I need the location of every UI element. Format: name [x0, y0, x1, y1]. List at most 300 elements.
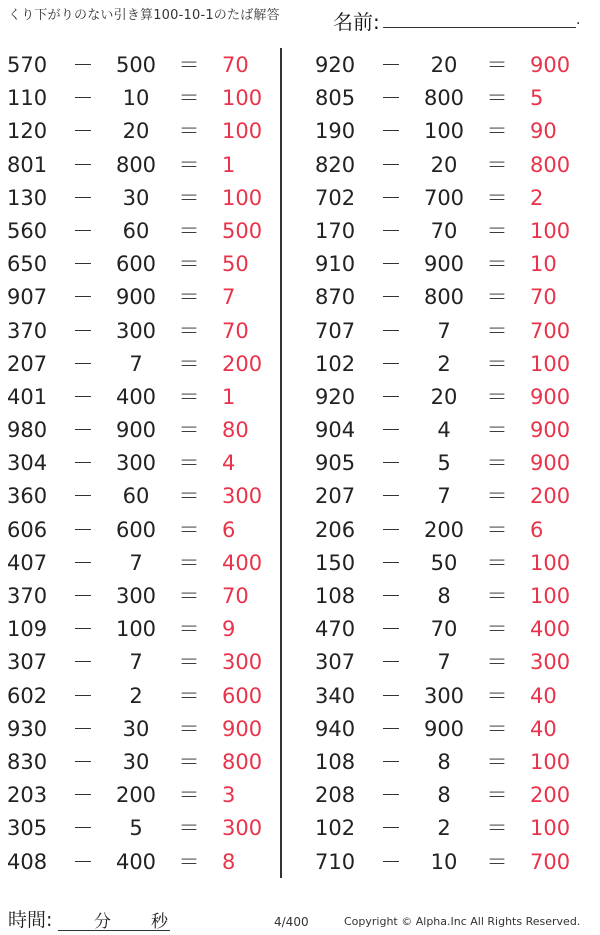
subtrahend: 400 — [115, 849, 157, 874]
answer: 70 — [222, 53, 249, 77]
answer: 300 — [222, 650, 263, 675]
minuend: 120 — [7, 119, 48, 144]
equals-sign: ＝ — [486, 418, 508, 443]
minus-sign: － — [72, 749, 94, 774]
equals-sign: ＝ — [178, 550, 200, 575]
equals-sign: ＝ — [178, 816, 200, 841]
minus-sign: － — [380, 351, 402, 376]
answer: 7 — [222, 285, 236, 310]
answer: 800 — [530, 152, 571, 177]
problem-row — [308, 514, 588, 547]
copyright-text: Copyright © Alpha.Inc All Rights Reserved. — [344, 915, 581, 928]
problem-row — [0, 348, 280, 381]
problem-row — [0, 846, 280, 879]
subtrahend: 4 — [437, 418, 451, 443]
problem-row — [0, 547, 280, 580]
answer: 900 — [530, 451, 571, 476]
minus-sign: － — [72, 849, 94, 874]
problem-row — [0, 248, 280, 281]
minuend: 102 — [315, 351, 356, 376]
minus-sign: － — [72, 53, 94, 77]
minus-sign: － — [380, 550, 402, 575]
answer: 900 — [530, 53, 571, 77]
equals-sign: ＝ — [178, 152, 200, 177]
equals-sign: ＝ — [486, 285, 508, 310]
equals-sign: ＝ — [486, 318, 508, 343]
problem-row — [0, 779, 280, 812]
minuend: 109 — [7, 617, 48, 642]
minuend: 307 — [315, 650, 356, 675]
subtrahend: 10 — [122, 86, 150, 111]
answer: 500 — [222, 218, 263, 243]
minus-sign: － — [380, 783, 402, 808]
minuend: 206 — [315, 517, 356, 542]
minus-sign: － — [72, 318, 94, 343]
answer: 100 — [222, 119, 263, 144]
answer: 5 — [530, 86, 544, 111]
problem-row — [0, 514, 280, 547]
minuend: 304 — [7, 451, 48, 476]
subtrahend: 20 — [430, 384, 458, 409]
answer: 100 — [530, 749, 571, 774]
equals-sign: ＝ — [486, 86, 508, 111]
answer: 900 — [530, 418, 571, 443]
minuend: 407 — [7, 550, 48, 575]
equals-sign: ＝ — [178, 119, 200, 144]
minuend: 170 — [315, 218, 356, 243]
answer: 80 — [222, 418, 249, 443]
minuend: 910 — [315, 252, 356, 277]
minus-sign: － — [72, 484, 94, 509]
answer: 800 — [222, 749, 263, 774]
subtrahend: 700 — [423, 185, 465, 210]
subtrahend: 60 — [122, 484, 150, 509]
minus-sign: － — [380, 252, 402, 277]
minuend: 707 — [315, 318, 356, 343]
minuend: 408 — [7, 849, 48, 874]
equals-sign: ＝ — [486, 185, 508, 210]
problem-row — [0, 82, 280, 115]
problem-row — [308, 713, 588, 746]
answer: 300 — [530, 650, 571, 675]
equals-sign: ＝ — [486, 484, 508, 509]
subtrahend: 7 — [129, 550, 143, 575]
minuend: 801 — [7, 152, 48, 177]
seconds-label: 秒 — [151, 912, 168, 932]
minus-sign: － — [72, 252, 94, 277]
answer: 200 — [530, 484, 571, 509]
problem-row — [308, 646, 588, 679]
problem-row — [0, 746, 280, 779]
equals-sign: ＝ — [486, 550, 508, 575]
minus-sign: － — [72, 584, 94, 608]
equals-sign: ＝ — [486, 749, 508, 774]
answer: 70 — [222, 584, 249, 608]
minuend: 930 — [7, 716, 48, 741]
minuend: 108 — [315, 584, 356, 608]
problem-row — [308, 447, 588, 480]
equals-sign: ＝ — [486, 384, 508, 409]
subtrahend: 900 — [115, 285, 157, 310]
equals-sign: ＝ — [178, 318, 200, 343]
minuend: 980 — [7, 418, 48, 443]
subtrahend: 900 — [115, 418, 157, 443]
minus-sign: － — [380, 185, 402, 210]
minuend: 102 — [315, 816, 356, 841]
subtrahend: 200 — [423, 517, 465, 542]
minuend: 606 — [7, 517, 48, 542]
minuend: 150 — [315, 550, 356, 575]
subtrahend: 2 — [129, 683, 143, 708]
minus-sign: － — [72, 550, 94, 575]
equals-sign: ＝ — [178, 185, 200, 210]
equals-sign: ＝ — [486, 53, 508, 77]
subtrahend: 900 — [423, 252, 465, 277]
answer: 40 — [530, 683, 557, 708]
minuend: 805 — [315, 86, 356, 111]
problem-row — [308, 779, 588, 812]
problem-row — [0, 580, 280, 613]
problem-row — [0, 49, 280, 82]
subtrahend: 300 — [115, 451, 157, 476]
problem-row — [308, 115, 588, 148]
subtrahend: 20 — [430, 152, 458, 177]
equals-sign: ＝ — [486, 252, 508, 277]
problem-row — [0, 315, 280, 348]
minus-sign: － — [72, 384, 94, 409]
subtrahend: 70 — [430, 617, 458, 642]
answer: 100 — [530, 218, 571, 243]
answer: 2 — [530, 185, 544, 210]
subtrahend: 800 — [423, 86, 465, 111]
minus-sign: － — [72, 218, 94, 243]
minus-sign: － — [380, 218, 402, 243]
problem-row — [308, 846, 588, 879]
problem-row — [308, 348, 588, 381]
subtrahend: 10 — [430, 849, 458, 874]
answer: 50 — [222, 252, 249, 277]
subtrahend: 800 — [115, 152, 157, 177]
minuend: 570 — [7, 53, 48, 77]
answer: 900 — [530, 384, 571, 409]
equals-sign: ＝ — [178, 484, 200, 509]
minus-sign: － — [380, 119, 402, 144]
answer: 4 — [222, 451, 236, 476]
right-problem-column — [308, 49, 588, 879]
subtrahend: 5 — [437, 451, 451, 476]
subtrahend: 300 — [423, 683, 465, 708]
problem-row — [308, 248, 588, 281]
subtrahend: 8 — [437, 584, 451, 608]
problem-row — [0, 447, 280, 480]
subtrahend: 2 — [437, 816, 451, 841]
equals-sign: ＝ — [486, 650, 508, 675]
problem-row — [308, 82, 588, 115]
answer: 900 — [222, 716, 263, 741]
minuend: 820 — [315, 152, 356, 177]
problem-row — [308, 215, 588, 248]
problem-row — [308, 812, 588, 845]
answer: 90 — [530, 119, 557, 144]
problem-row — [0, 613, 280, 646]
problem-row — [308, 381, 588, 414]
equals-sign: ＝ — [486, 783, 508, 808]
minuend: 305 — [7, 816, 48, 841]
name-field-line[interactable] — [383, 27, 576, 28]
problem-row — [0, 680, 280, 713]
equals-sign: ＝ — [178, 384, 200, 409]
minuend: 940 — [315, 716, 356, 741]
subtrahend: 300 — [115, 318, 157, 343]
subtrahend: 200 — [115, 783, 157, 808]
equals-sign: ＝ — [486, 816, 508, 841]
subtrahend: 30 — [122, 716, 150, 741]
minuend: 920 — [315, 53, 356, 77]
minus-sign: － — [72, 617, 94, 642]
minus-sign: － — [380, 849, 402, 874]
minutes-label: 分 — [94, 912, 111, 932]
name-trailing-dot: . — [576, 12, 581, 28]
subtrahend: 800 — [423, 285, 465, 310]
problem-row — [0, 281, 280, 314]
problem-row — [308, 281, 588, 314]
minuend: 360 — [7, 484, 48, 509]
subtrahend: 5 — [129, 816, 143, 841]
answer: 300 — [222, 816, 263, 841]
problem-row — [308, 746, 588, 779]
minus-sign: － — [380, 517, 402, 542]
problem-row — [308, 149, 588, 182]
problem-row — [0, 812, 280, 845]
problem-row — [308, 315, 588, 348]
left-problem-column — [0, 49, 280, 879]
answer: 6 — [222, 517, 236, 542]
equals-sign: ＝ — [178, 53, 200, 77]
minus-sign: － — [72, 119, 94, 144]
minuend: 401 — [7, 384, 48, 409]
problem-row — [308, 182, 588, 215]
minuend: 203 — [7, 783, 48, 808]
equals-sign: ＝ — [178, 584, 200, 608]
minus-sign: － — [72, 783, 94, 808]
answer: 100 — [530, 584, 571, 608]
equals-sign: ＝ — [178, 86, 200, 111]
minuend: 702 — [315, 185, 356, 210]
equals-sign: ＝ — [486, 849, 508, 874]
problem-row — [0, 115, 280, 148]
minus-sign: － — [380, 683, 402, 708]
minus-sign: － — [72, 517, 94, 542]
problem-row — [308, 480, 588, 513]
minus-sign: － — [380, 650, 402, 675]
answer: 300 — [222, 484, 263, 509]
equals-sign: ＝ — [178, 783, 200, 808]
equals-sign: ＝ — [178, 683, 200, 708]
equals-sign: ＝ — [178, 418, 200, 443]
answer: 100 — [530, 550, 571, 575]
minus-sign: － — [380, 749, 402, 774]
minus-sign: － — [72, 285, 94, 310]
minuend: 602 — [7, 683, 48, 708]
subtrahend: 30 — [122, 749, 150, 774]
problem-row — [0, 646, 280, 679]
problem-row — [0, 414, 280, 447]
problem-row — [0, 381, 280, 414]
answer: 6 — [530, 517, 544, 542]
problem-row — [308, 580, 588, 613]
subtrahend: 600 — [115, 252, 157, 277]
equals-sign: ＝ — [178, 617, 200, 642]
minuend: 920 — [315, 384, 356, 409]
problem-row — [0, 182, 280, 215]
answer: 8 — [222, 849, 236, 874]
equals-sign: ＝ — [486, 152, 508, 177]
subtrahend: 7 — [129, 351, 143, 376]
answer: 700 — [530, 849, 571, 874]
subtrahend: 2 — [437, 351, 451, 376]
subtrahend: 60 — [122, 218, 150, 243]
answer: 600 — [222, 683, 263, 708]
worksheet-title: くり下がりのない引き算100-10-1のたば解答 — [8, 8, 280, 23]
minus-sign: － — [380, 318, 402, 343]
equals-sign: ＝ — [486, 119, 508, 144]
name-label: 名前: — [333, 10, 380, 34]
minuend: 907 — [7, 285, 48, 310]
answer: 100 — [222, 185, 263, 210]
minus-sign: － — [380, 716, 402, 741]
problem-row — [0, 480, 280, 513]
minuend: 870 — [315, 285, 356, 310]
subtrahend: 7 — [437, 650, 451, 675]
minus-sign: － — [380, 285, 402, 310]
minuend: 208 — [315, 783, 356, 808]
problem-row — [308, 414, 588, 447]
minus-sign: － — [380, 384, 402, 409]
equals-sign: ＝ — [486, 716, 508, 741]
equals-sign: ＝ — [178, 716, 200, 741]
answer: 70 — [222, 318, 249, 343]
answer: 100 — [222, 86, 263, 111]
minus-sign: － — [72, 418, 94, 443]
equals-sign: ＝ — [486, 451, 508, 476]
time-label: 時間: — [8, 909, 53, 931]
minus-sign: － — [72, 816, 94, 841]
equals-sign: ＝ — [486, 617, 508, 642]
problem-row — [308, 49, 588, 82]
minus-sign: － — [72, 351, 94, 376]
answer: 1 — [222, 152, 236, 177]
subtrahend: 8 — [437, 783, 451, 808]
minus-sign: － — [380, 53, 402, 77]
equals-sign: ＝ — [178, 517, 200, 542]
subtrahend: 20 — [430, 53, 458, 77]
minuend: 370 — [7, 584, 48, 608]
answer: 200 — [530, 783, 571, 808]
equals-sign: ＝ — [178, 451, 200, 476]
answer: 3 — [222, 783, 236, 808]
equals-sign: ＝ — [178, 218, 200, 243]
subtrahend: 50 — [430, 550, 458, 575]
minuend: 207 — [315, 484, 356, 509]
problem-row — [308, 680, 588, 713]
minus-sign: － — [72, 683, 94, 708]
equals-sign: ＝ — [178, 749, 200, 774]
minuend: 560 — [7, 218, 48, 243]
subtrahend: 400 — [115, 384, 157, 409]
answer: 100 — [530, 351, 571, 376]
equals-sign: ＝ — [178, 285, 200, 310]
answer: 1 — [222, 384, 236, 409]
minuend: 370 — [7, 318, 48, 343]
subtrahend: 100 — [423, 119, 465, 144]
equals-sign: ＝ — [486, 683, 508, 708]
subtrahend: 7 — [437, 484, 451, 509]
answer: 40 — [530, 716, 557, 741]
equals-sign: ＝ — [178, 351, 200, 376]
answer: 200 — [222, 351, 263, 376]
minuend: 108 — [315, 749, 356, 774]
problem-row — [0, 149, 280, 182]
subtrahend: 7 — [437, 318, 451, 343]
minuend: 710 — [315, 849, 356, 874]
subtrahend: 7 — [129, 650, 143, 675]
minus-sign: － — [380, 816, 402, 841]
equals-sign: ＝ — [178, 650, 200, 675]
subtrahend: 600 — [115, 517, 157, 542]
answer: 9 — [222, 617, 236, 642]
minus-sign: － — [72, 716, 94, 741]
subtrahend: 900 — [423, 716, 465, 741]
problem-row — [0, 713, 280, 746]
minus-sign: － — [72, 152, 94, 177]
problem-row — [0, 215, 280, 248]
answer: 70 — [530, 285, 557, 310]
minuend: 904 — [315, 418, 356, 443]
minuend: 190 — [315, 119, 356, 144]
minus-sign: － — [380, 617, 402, 642]
minus-sign: － — [380, 484, 402, 509]
minuend: 110 — [7, 86, 48, 111]
subtrahend: 30 — [122, 185, 150, 210]
equals-sign: ＝ — [486, 517, 508, 542]
problem-row — [308, 547, 588, 580]
minus-sign: － — [380, 584, 402, 608]
minus-sign: － — [380, 451, 402, 476]
minuend: 207 — [7, 351, 48, 376]
page-number: 4/400 — [274, 915, 309, 929]
problem-row — [308, 613, 588, 646]
subtrahend: 300 — [115, 584, 157, 608]
answer: 400 — [530, 617, 571, 642]
minus-sign: － — [72, 185, 94, 210]
minuend: 470 — [315, 617, 356, 642]
minus-sign: － — [72, 86, 94, 111]
minuend: 130 — [7, 185, 48, 210]
minuend: 905 — [315, 451, 356, 476]
answer: 700 — [530, 318, 571, 343]
minuend: 830 — [7, 749, 48, 774]
subtrahend: 100 — [115, 617, 157, 642]
minus-sign: － — [72, 451, 94, 476]
equals-sign: ＝ — [486, 351, 508, 376]
minus-sign: － — [380, 152, 402, 177]
subtrahend: 8 — [437, 749, 451, 774]
answer: 400 — [222, 550, 263, 575]
equals-sign: ＝ — [486, 218, 508, 243]
minuend: 650 — [7, 252, 48, 277]
answer: 10 — [530, 252, 557, 277]
subtrahend: 20 — [122, 119, 150, 144]
